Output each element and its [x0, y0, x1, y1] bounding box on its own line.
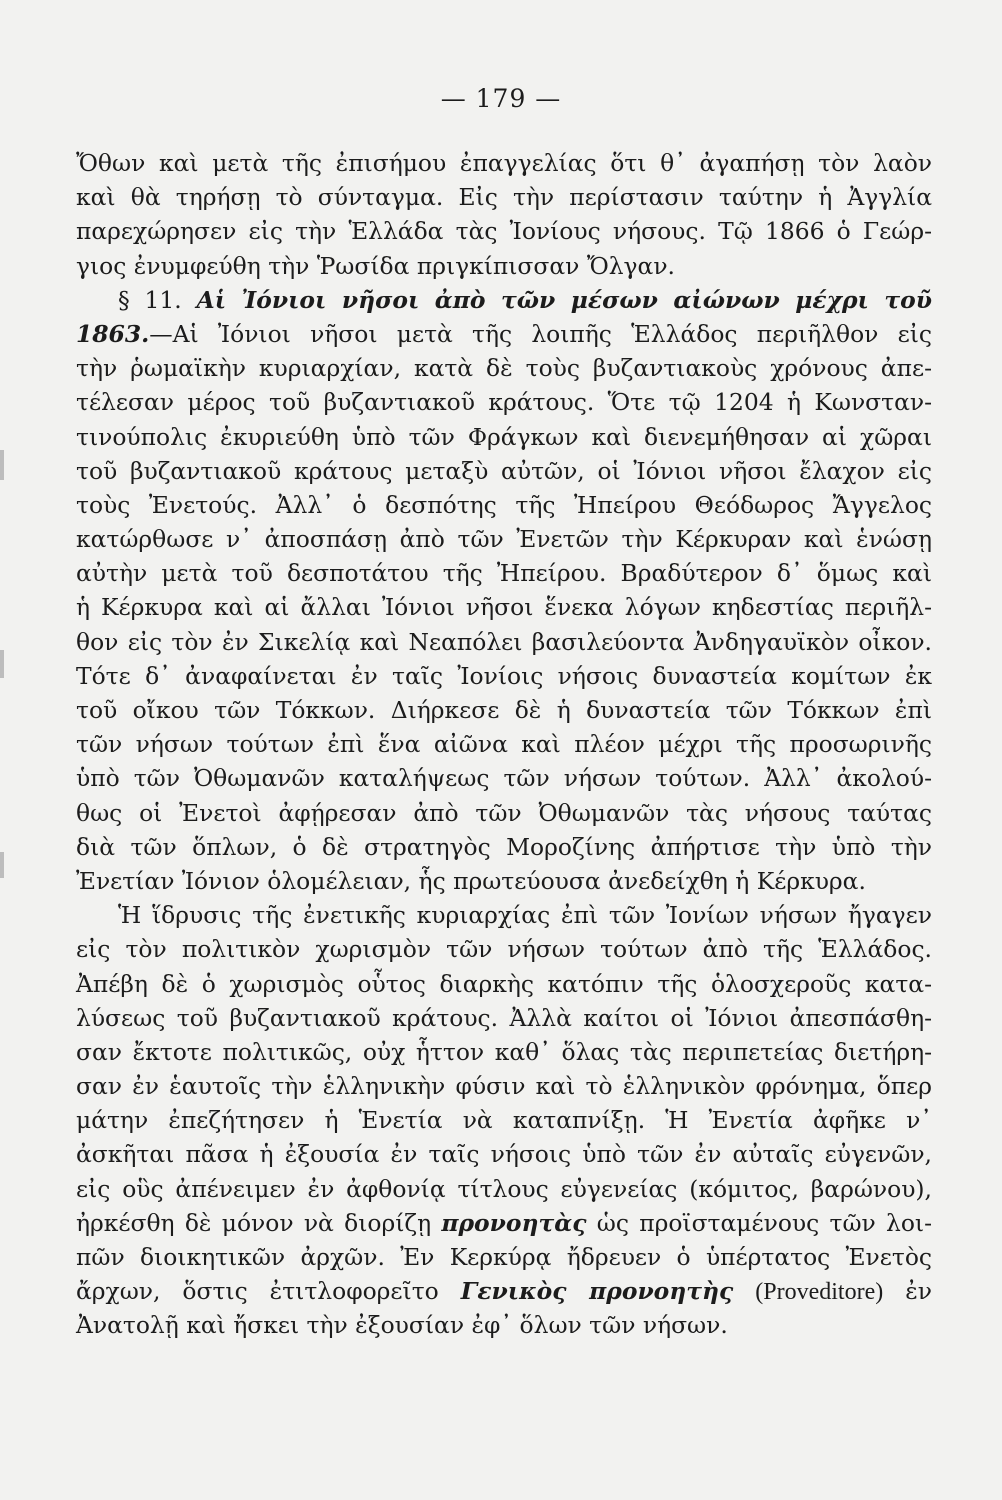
text-segment: ἄρχων, ὅστις ἐτιτλοφορεῖτο	[76, 1277, 439, 1306]
text-line: σαν ἔκτοτε πολιτικῶς, οὐχ ἧττον καθ᾽ ὅλας τὰς περιπετείας διετήρη-	[76, 1037, 932, 1066]
text-line: εἰς οὓς ἀπένειμεν ἐν ἀφθονίᾳ τίτλους εὐγενείας (κόμιτος, βαρώνου),	[76, 1174, 932, 1203]
text-line: αὐτὴν μετὰ τοῦ δεσποτάτου τῆς Ἠπείρου. Βραδύτερον δ᾽ ὅμως καὶ	[76, 559, 932, 588]
text-line: θως οἱ Ἐνετοὶ ἀφῄρεσαν ἀπὸ τῶν Ὀθωμανῶν τὰς νήσους ταύτας	[76, 798, 932, 827]
page-body	[76, 146, 932, 1343]
text-line: λύσεως τοῦ βυζαντιακοῦ κράτους. Ἀλλὰ καίτοι οἱ Ἰόνιοι ἀπεσπάσθη-	[76, 1003, 932, 1032]
text-line: ἀσκῆται πᾶσα ἡ ἐξουσία ἐν ταῖς νήσοις ὑπὸ τῶν ἐν αὐταῖς εὐγενῶν,	[76, 1140, 932, 1169]
scan-edge-mark	[0, 852, 4, 878]
emphasis-general-pronoetes: Γενικὸς προνοητὴς	[460, 1277, 734, 1306]
text-line: παρεχώρησεν εἰς τὴν Ἑλλάδα τὰς Ἰονίους νήσους. Τῷ 1866 ὁ Γεώρ-	[76, 217, 932, 246]
text-line: ἡ Κέρκυρα καὶ αἱ ἄλλαι Ἰόνιοι νῆσοι ἕνεκα λόγων κηδεστίας περιῆλ-	[76, 593, 932, 622]
text-line: Ὄθων καὶ μετὰ τῆς ἐπισήμου ἐπαγγελίας ὅτι θ᾽ ἀγαπήσῃ τὸν λαὸν	[76, 149, 932, 177]
section-heading-line-2	[76, 317, 932, 351]
text-line: θον εἰς τὸν ἐν Σικελίᾳ καὶ Νεαπόλει βασιλεύοντα Ἀνδηγαυϊκὸν οἶκον.	[76, 627, 932, 656]
text-line: Ἀνατολῇ καὶ ἤσκει τὴν ἐξουσίαν ἐφ᾽ ὅλων τῶν νήσων.	[76, 1311, 728, 1340]
text-line: τοῦ βυζαντιακοῦ κράτους μεταξὺ αὐτῶν, οἱ Ἰόνιοι νῆσοι ἔλαχον εἰς	[76, 456, 932, 485]
text-line: Τότε δ᾽ ἀναφαίνεται ἐν ταῖς Ἰονίοις νήσοις δυναστεία κομίτων ἐκ	[76, 661, 932, 690]
text-line: ὑπὸ τῶν Ὀθωμανῶν καταλήψεως τῶν νήσων τούτων. Ἀλλ᾽ ἀκολού-	[76, 764, 932, 793]
text-line: μάτην ἐπεζήτησεν ἡ Ἑνετία νὰ καταπνίξῃ. Ἡ Ἐνετία ἀφῆκε ν᾽	[76, 1106, 932, 1135]
text-line: τὴν ῥωμαϊκὴν κυριαρχίαν, κατὰ δὲ τοὺς βυζαντιακοὺς χρόνους ἀπε-	[76, 354, 932, 383]
text-line: Ἀπέβη δὲ ὁ χωρισμὸς οὗτος διαρκὴς κατόπιν τῆς ὁλοσχεροῦς κατα-	[76, 969, 932, 998]
text-line: διὰ τῶν ὅπλων, ὁ δὲ στρατηγὸς Μοροζίνης ἀπήρτισε τὴν ὑπὸ τὴν	[76, 832, 932, 861]
text-segment: ἐν	[905, 1277, 933, 1306]
text-line: τέλεσαν μέρος τοῦ βυζαντιακοῦ κράτους. Ὅτε τῷ 1204 ἡ Κωνσταν-	[76, 388, 932, 417]
text-line: πῶν διοικητικῶν ἀρχῶν. Ἐν Κερκύρᾳ ἤδρευεν ὁ ὑπέρτατος Ἐνετὸς	[76, 1243, 932, 1271]
text-line: γιος ἐνυμφεύθη τὴν Ῥωσίδα πριγκίπισσαν Ὄλγαν.	[76, 251, 675, 280]
text-line: κατώρθωσε ν᾽ ἀποσπάσῃ ἀπὸ τῶν Ἐνετῶν τὴν Κέρκυραν καὶ ἑνώσῃ	[76, 525, 932, 554]
text-line: —Αἱ Ἰόνιοι νῆσοι μετὰ τῆς λοιπῆς Ἑλλάδος περιῆλθον εἰς	[149, 319, 932, 348]
section-title-year: 1863.	[76, 319, 150, 348]
text-line: Ἡ ἵδρυσις τῆς ἐνετικῆς κυριαρχίας ἐπὶ τῶν Ἰονίων νήσων ἤγαγεν	[118, 901, 932, 930]
page-number: — 179 —	[440, 84, 562, 113]
text-line-with-emphasis	[76, 1274, 932, 1308]
section-number: § 11.	[118, 285, 182, 314]
text-segment: ὡς προϊσταμένους τῶν λοι-	[596, 1208, 932, 1237]
scan-edge-mark	[0, 650, 4, 678]
text-line: καὶ θὰ τηρήσῃ τὸ σύνταγμα. Εἰς τὴν περίστασιν ταύτην ἡ Ἀγγλία	[76, 183, 932, 212]
latin-term-proveditore: (Proveditore)	[755, 1279, 884, 1306]
text-line: εἰς τὸν πολιτικὸν χωρισμὸν τῶν νήσων τούτων ἀπὸ τῆς Ἑλλάδος.	[76, 935, 932, 964]
text-line: τοὺς Ἐνετούς. Ἀλλ᾽ ὁ δεσπότης τῆς Ἠπείρου Θεόδωρος Ἄγγελος	[76, 490, 932, 519]
section-heading-line	[76, 283, 932, 317]
emphasis-pronoetas: προνοητὰς	[441, 1208, 587, 1237]
scan-edge-mark	[0, 450, 4, 480]
text-line: τινούπολις ἐκυριεύθη ὑπὸ τῶν Φράγκων καὶ διενεμήθησαν αἱ χῶραι	[76, 422, 932, 451]
text-line: σαν ἐν ἑαυτοῖς τὴν ἑλληνικὴν φύσιν καὶ τὸ ἑλληνικὸν φρόνημα, ὅπερ	[76, 1072, 932, 1101]
text-line: τῶν νήσων τούτων ἐπὶ ἕνα αἰῶνα καὶ πλέον μέχρι τῆς προσωρινῆς	[76, 730, 932, 759]
section-title: Αἱ Ἰόνιοι νῆσοι ἀπὸ τῶν μέσων αἰώνων μέχρι τοῦ	[196, 285, 932, 314]
text-line: τοῦ οἴκου τῶν Τόκκων. Διήρκεσε δὲ ἡ δυναστεία τῶν Τόκκων ἐπὶ	[76, 696, 932, 724]
text-line: Ἐνετίαν Ἰόνιον ὁλομέλειαν, ἧς πρωτεύουσα ἀνεδείχθη ἡ Κέρκυρα.	[76, 866, 866, 895]
text-line-with-emphasis	[76, 1206, 932, 1240]
text-segment: ἠρκέσθη δὲ μόνον νὰ διορίζῃ	[76, 1208, 432, 1237]
